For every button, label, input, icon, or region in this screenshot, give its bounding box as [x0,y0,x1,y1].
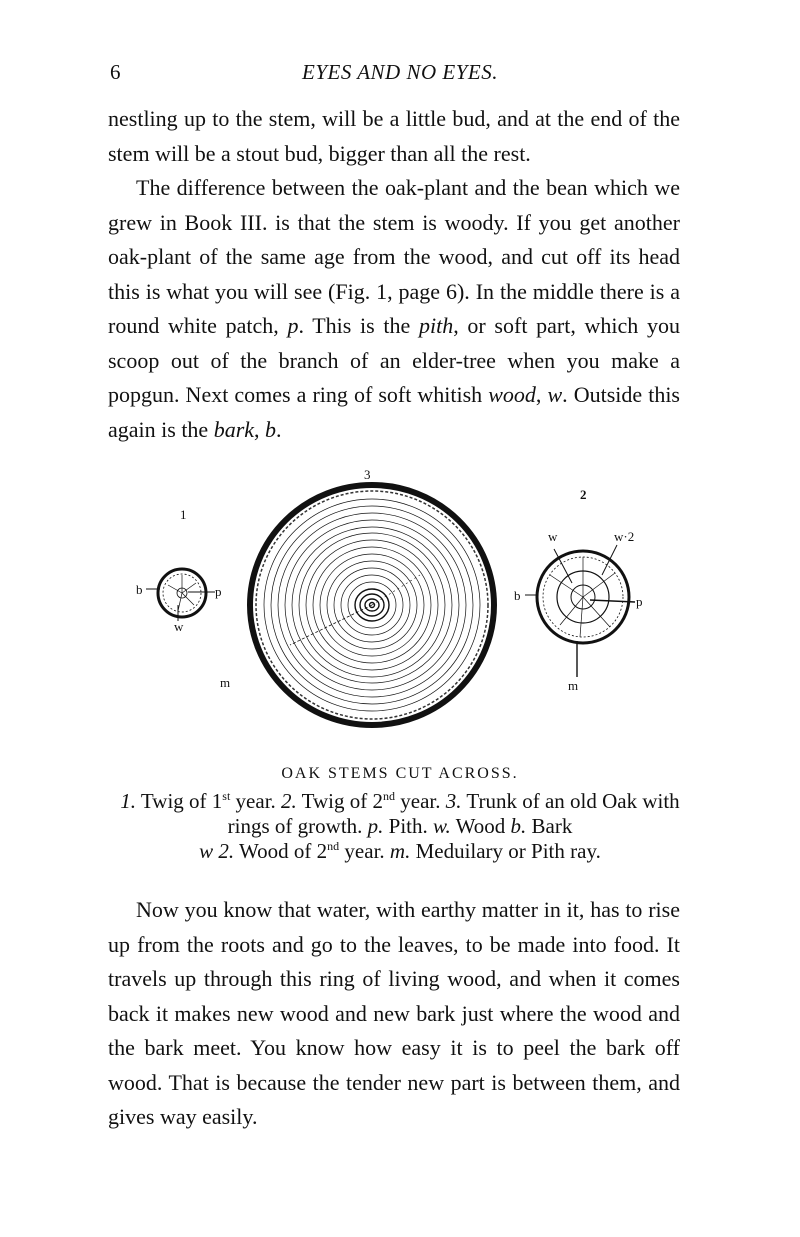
term-p: p [287,313,299,338]
figure-caption [100,789,700,864]
caption-text: Wood [450,814,511,838]
paragraph-1: nestling up to the stem, will be a little bud, and at the end of the stem will be a stout bud, bigger than all the rest. [108,106,680,166]
caption-key-w: w. [433,814,451,838]
paragraph-2-text: , [535,382,548,407]
label-m-fig2: m [568,678,579,693]
caption-text: Twig of 2 [296,789,384,813]
paragraph-2-text: , or soft part, which you scoop out of the branch of an elder-tree when you make a popgun. Next comes a ring of soft whitish [108,313,680,407]
term-b: b [265,416,277,442]
label-p-fig1: p [215,584,222,599]
caption-key-w2: w 2. [199,839,235,863]
label-w-fig1: w [174,619,184,634]
oak-stems-figure [120,465,680,735]
paragraph-2-text: The difference between the oak-plant and the bean which we grew in Book III. is that the stem is woody. If you get another oak-plant of the same age from the wood, and cut off its head this is what you will see (Fig. 1, page 6). In the middle there is a round white patch, [108,175,680,338]
caption-text: year. [230,789,282,813]
caption-key-p: p. [367,814,384,838]
caption-key-b: b. [510,814,527,838]
term-w: w [547,382,563,407]
page-number: 6 [110,60,121,84]
oak-stems-illustration [120,465,680,735]
term-wood: wood [488,382,536,407]
term-bark: bark [213,416,255,442]
paragraph-2-text: . [276,416,282,442]
paragraph-3: Now you know that water, with earthy matter in it, has to rise up from the roots and go to the leaves, to be made into food. It travels up through this ring of living wood, and when it comes back it makes new wood and new bark just where the wood and the bark meet. You know how easy it is to peel the bark off wood. That is because the tender new part is between them, and gives way easily. [108,897,680,1129]
caption-text: Meduilary or Pith ray. [410,839,601,863]
caption-text: Pith. [383,814,434,838]
paragraph-2-text: . Outside this again is the [108,382,680,442]
caption-text: Twig of 1 [136,789,223,813]
twig-second-year [525,545,635,677]
caption-text: year. [395,789,446,813]
caption-ordinal: nd [383,789,396,803]
label-w-fig2: w [548,529,558,544]
label-b-fig1: b [136,582,143,597]
caption-text: year. [339,839,390,863]
paragraph-2-text: , [254,416,266,442]
figure-number-1: 1 [180,507,187,522]
label-w2-fig2: w·2 [614,529,635,544]
caption-key-1: 1. [120,789,137,813]
caption-text: Bark [526,814,573,838]
figure-number-3: 3 [364,467,371,482]
caption-key-3: 3. [445,789,462,813]
label-m-fig3: m [220,675,231,690]
caption-text: Trunk of an old Oak with rings of growth. [227,789,680,838]
caption-key-m: m. [389,839,411,863]
term-pith: pith [418,313,454,338]
caption-key-2: 2. [281,789,297,813]
paragraph-2-text: . This is the [298,313,419,338]
paragraph-2 [108,171,680,447]
label-p-fig2: p [636,594,643,609]
running-title: EYES AND NO EYES. [302,60,498,84]
twig-first-year [146,569,215,621]
figure-caption-title: OAK STEMS CUT ACROSS. [281,765,519,782]
caption-ordinal: st [222,789,231,803]
label-b-fig2: b [514,588,521,603]
caption-ordinal: nd [327,839,340,853]
old-oak-trunk [250,485,494,725]
figure-number-2: 2 [580,487,587,502]
caption-text: Wood of 2 [234,839,328,863]
